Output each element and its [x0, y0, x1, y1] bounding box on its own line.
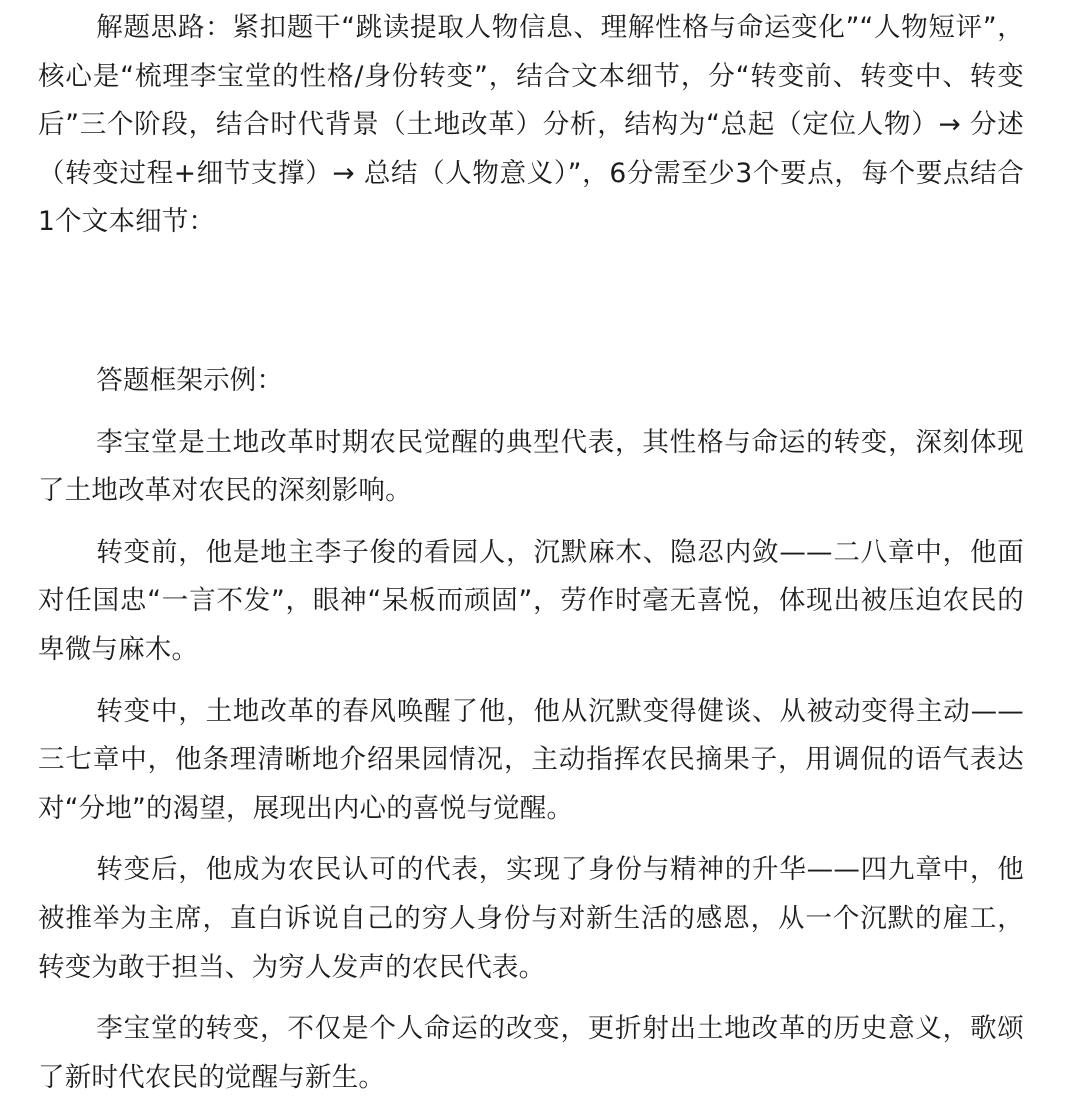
- summary-opening-paragraph: 李宝堂是土地改革时期农民觉醒的典型代表，其性格与命运的转变，深刻体现了土地改革对农民的深刻影响。: [38, 426, 1024, 507]
- framework-heading: 答题框架示例：: [96, 364, 284, 396]
- before-change-paragraph: 转变前，他是地主李子俊的看园人，沉默麻木、隐忍内敛——二八章中，他面对任国忠“一言不发”，眼神“呆板而顽固”，劳作时毫无喜悦，体现出被压迫农民的卑微与麻木。: [38, 536, 1024, 665]
- solution-approach-paragraph: 解题思路：紧扣题干“跳读提取人物信息、理解性格与命运变化”“人物短评”，核心是“梳理李宝堂的性格/身份转变”，结合文本细节，分“转变前、转变中、转变后”三个阶段，结合时代背景（土地改革）分析，结构为“总起（定位人物）→ 分述（转变过程+细节支撑）→ 总结（人物意义）”，6分需至少3个要点，每个要点结合1个文本细节：: [38, 12, 1024, 238]
- conclusion-paragraph: 李宝堂的转变，不仅是个人命运的改变，更折射出土地改革的历史意义，歌颂了新时代农民的觉醒与新生。: [38, 1013, 1024, 1093]
- after-change-paragraph: 转变后，他成为农民认可的代表，实现了身份与精神的升华——四九章中，他被推举为主席，直白诉说自己的穷人身份与对新生活的感恩，从一个沉默的雇工，转变为敢于担当、为穷人发声的农民代表。: [38, 854, 1024, 983]
- during-change-paragraph: 转变中，土地改革的春风唤醒了他，他从沉默变得健谈、从被动变得主动——三七章中，他条理清晰地介绍果园情况，主动指挥农民摘果子，用调侃的语气表达对“分地”的渴望，展现出内心的喜悦与觉醒。: [38, 695, 1024, 824]
